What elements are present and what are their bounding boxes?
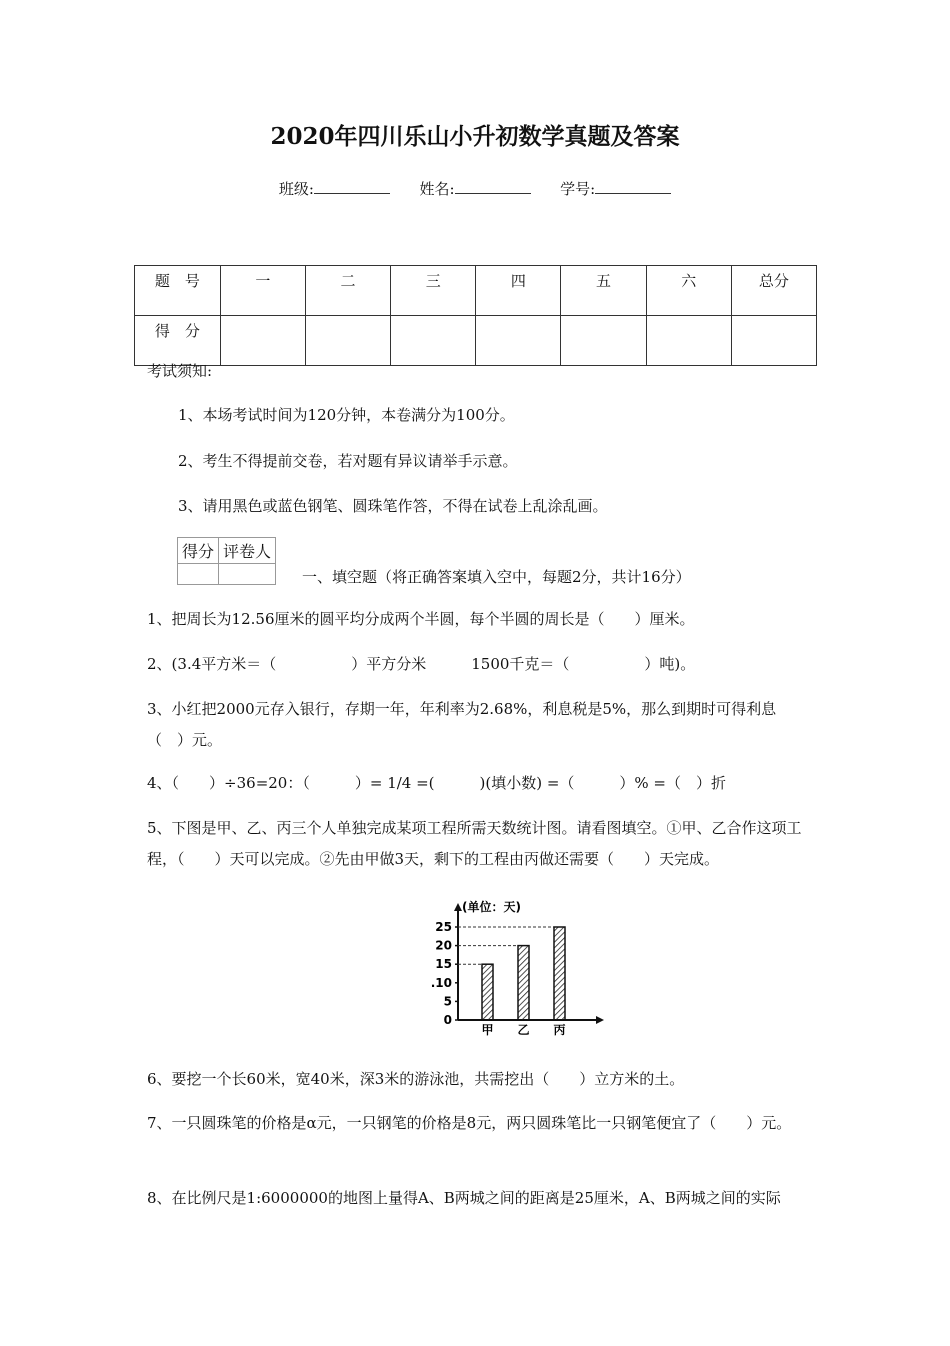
score-cell[interactable] [391, 316, 476, 366]
name-blank[interactable] [455, 179, 531, 194]
x-axis-arrow [596, 1016, 604, 1024]
y-axis-arrow [454, 903, 462, 911]
section-heading: 一、填空题（将正确答案填入空中，每题2分，共计16分） [302, 568, 691, 586]
y-tick-label: 15 [435, 957, 452, 972]
score-table-row [135, 316, 817, 366]
student-info [0, 178, 950, 199]
y-tick-label: 20 [435, 938, 452, 953]
score-cell[interactable] [731, 316, 816, 366]
score-cell[interactable] [220, 316, 305, 366]
score-table [134, 265, 817, 366]
score-header-cell: 五 [561, 266, 646, 316]
bar-甲 [482, 964, 493, 1020]
id-label: 学号: [560, 180, 596, 198]
page-title: 2020年四川乐山小升初数学真题及答案 [270, 123, 680, 150]
id-blank[interactable] [595, 179, 671, 194]
score-header-cell: 三 [391, 266, 476, 316]
question-4: 4、（ ）÷36=20：（ ）= 1/4 =( )(填小数) =（ ）% =（ ）折 [147, 774, 727, 792]
class-label: 班级: [278, 180, 314, 198]
y-tick-label: 0 [443, 1013, 452, 1027]
question-5: 5、下图是甲、乙、丙三个人单独完成某项工程所需天数统计图。请看图填空。①甲、乙合作这项工程，（ ）天可以完成。②先由甲做3天，剩下的工程由丙做还需要（ ）天完成。 [147, 819, 802, 868]
notice-heading: 考试须知: [147, 362, 213, 380]
x-tick-label: 丙 [553, 1023, 566, 1037]
score-header-cell: 六 [646, 266, 731, 316]
class-blank[interactable] [314, 179, 390, 194]
score-header-cell: 总分 [731, 266, 816, 316]
notice-rule: 2、考生不得提前交卷，若对题有异议请举手示意。 [178, 452, 518, 470]
grader-score-cell[interactable] [178, 564, 219, 585]
grader-score-label: 得分 [178, 538, 219, 564]
notice-rule: 1、本场考试时间为120分钟，本卷满分为100分。 [178, 406, 515, 424]
score-header-cell: 题 号 [135, 266, 221, 316]
y-tick-label: .10 [430, 975, 452, 990]
score-cell[interactable] [561, 316, 646, 366]
score-header-cell: 二 [305, 266, 390, 316]
score-header-cell: 一 [220, 266, 305, 316]
name-label: 姓名: [419, 180, 455, 198]
score-cell[interactable] [305, 316, 390, 366]
x-tick-label: 乙 [517, 1023, 530, 1037]
y-tick-label: 25 [435, 920, 452, 934]
bar-乙 [518, 946, 529, 1020]
bar-丙 [554, 927, 565, 1020]
bar-chart [420, 895, 610, 1045]
chart-title: (单位：天) [462, 900, 521, 914]
x-tick-label: 甲 [481, 1023, 494, 1037]
grader-reviewer-label: 评卷人 [219, 538, 276, 564]
score-row-label: 得 分 [135, 316, 221, 366]
score-cell[interactable] [476, 316, 561, 366]
notice-rule: 3、请用黑色或蓝色钢笔、圆珠笔作答，不得在试卷上乱涂乱画。 [178, 497, 608, 515]
question-3: 3、小红把2000元存入银行，存期一年，年利率为2.68%，利息税是5%，那么到期时可得利息（ ）元。 [147, 700, 777, 749]
score-table-header [135, 266, 817, 316]
question-8: 8、在比例尺是1:6000000的地图上量得A、B两城之间的距离是25厘米，A、B两城之间的实际 [147, 1189, 781, 1207]
y-tick-label: 5 [443, 994, 452, 1009]
question-7: 7、一只圆珠笔的价格是α元，一只钢笔的价格是8元，两只圆珠笔比一只钢笔便宜了（ ）元。 [147, 1114, 792, 1132]
grader-box [177, 537, 276, 585]
question-2: 2、(3.4平方米＝（ ）平方分米 1500千克＝（ ）吨)。 [147, 655, 696, 673]
grader-reviewer-cell[interactable] [219, 564, 276, 585]
score-cell[interactable] [646, 316, 731, 366]
score-header-cell: 四 [476, 266, 561, 316]
question-6: 6、要挖一个长60米，宽40米，深3米的游泳池，共需挖出（ ）立方米的土。 [147, 1070, 685, 1088]
question-1: 1、把周长为12.56厘米的圆平均分成两个半圆，每个半圆的周长是（ ）厘米。 [147, 610, 695, 628]
